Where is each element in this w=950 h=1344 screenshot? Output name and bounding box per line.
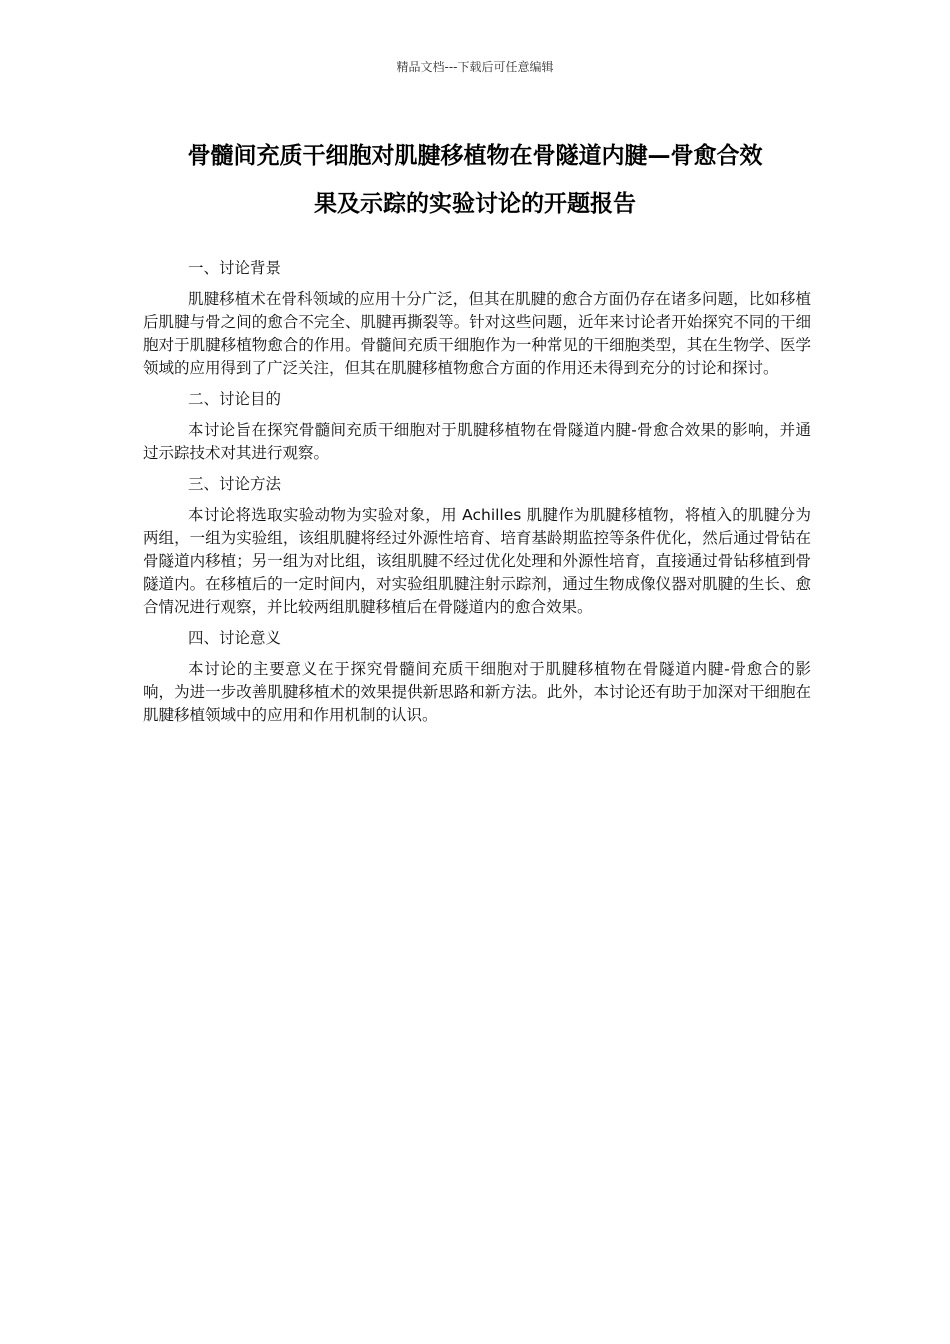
title-line-2: 果及示踪的实验讨论的开题报告 <box>314 191 636 217</box>
document-body <box>143 257 811 735</box>
section-body-purpose: 本讨论旨在探究骨髓间充质干细胞对于肌腱移植物在骨隧道内腱-骨愈合效果的影响，并通过示踪技术对其进行观察。 <box>143 421 811 462</box>
section-body-background: 肌腱移植术在骨科领域的应用十分广泛，但其在肌腱的愈合方面仍存在诸多问题，比如移植后肌腱与骨之间的愈合不完全、肌腱再撕裂等。针对这些问题，近年来讨论者开始探究不同的干细胞对于肌腱移植物愈合的作用。骨髓间充质干细胞作为一种常见的干细胞类型，其在生物学、医学领域的应用得到了广泛关注，但其在肌腱移植物愈合方面的作用还未得到充分的讨论和探讨。 <box>143 290 811 377</box>
document-title <box>140 132 810 228</box>
section-heading-significance: 四、讨论意义 <box>188 629 282 647</box>
header-note: 精品文档---下载后可任意编辑 <box>396 60 554 74</box>
section-body-significance: 本讨论的主要意义在于探究骨髓间充质干细胞对于肌腱移植物在骨隧道内腱-骨愈合的影响，为进一步改善肌腱移植术的效果提供新思路和新方法。此外，本讨论还有助于加深对干细胞在肌腱移植领域中的应用和作用机制的认识。 <box>143 660 811 724</box>
section-body-method: 本讨论将选取实验动物为实验对象，用 Achilles 肌腱作为肌腱移植物，将植入的肌腱分为两组，一组为实验组，该组肌腱将经过外源性培育、培育基龄期监控等条件优化，然后通过骨钻在骨隧道内移植；另一组为对比组，该组肌腱不经过优化处理和外源性培育，直接通过骨钻移植到骨隧道内。在移植后的一定时间内，对实验组肌腱注射示踪剂，通过生物成像仪器对肌腱的生长、愈合情况进行观察，并比较两组肌腱移植后在骨隧道内的愈合效果。 <box>143 506 811 616</box>
section-heading-background: 一、讨论背景 <box>188 259 282 277</box>
section-heading-purpose: 二、讨论目的 <box>188 390 282 408</box>
section-heading-method: 三、讨论方法 <box>188 475 282 493</box>
title-line-1: 骨髓间充质干细胞对肌腱移植物在骨隧道内腱—骨愈合效 <box>187 143 763 169</box>
